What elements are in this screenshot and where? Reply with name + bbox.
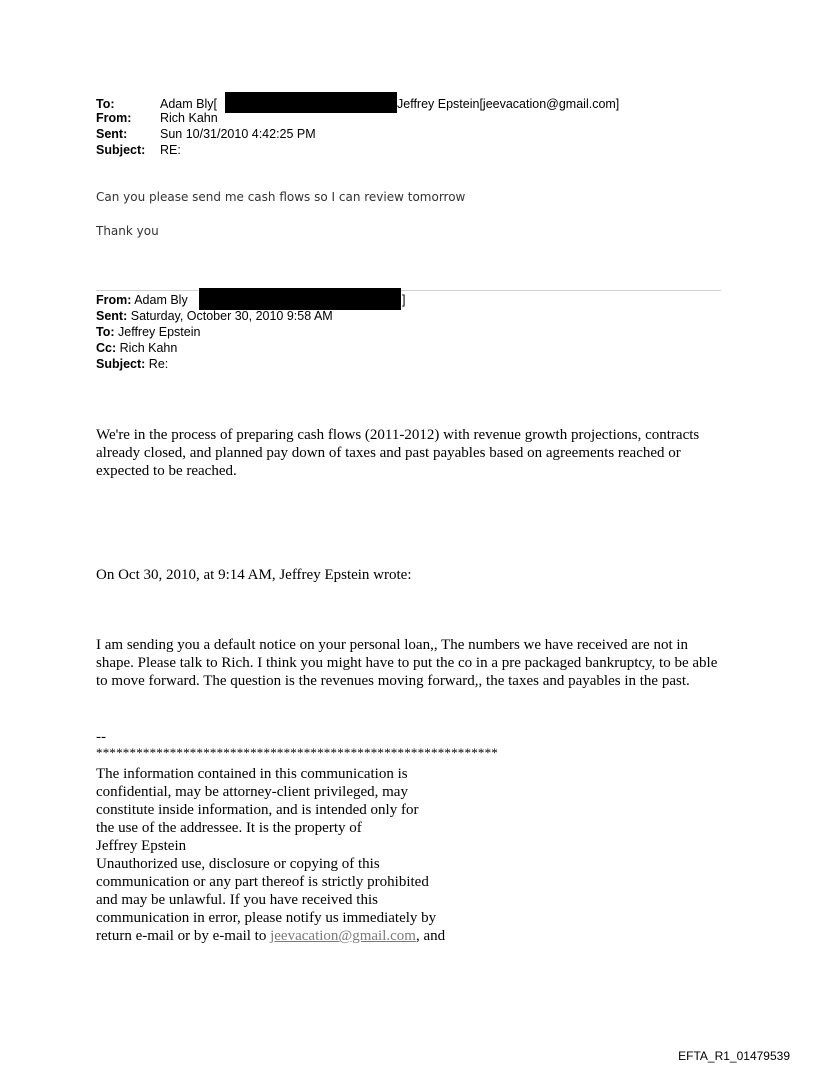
- fwd-from-close: ]: [402, 293, 406, 307]
- fwd-cc-value: Rich Kahn: [119, 341, 178, 355]
- disclaimer-line: and may be unlawful. If you have received this: [96, 892, 378, 908]
- to-label: To:: [96, 97, 115, 111]
- disclaimer-last-post: , and: [415, 928, 446, 944]
- fwd-to-label: To:: [96, 325, 115, 339]
- fwd-cc-row: [96, 340, 177, 356]
- disclaimer-last-pre: return e-mail or by e-mail to: [96, 928, 271, 944]
- message-body-1: We're in the process of preparing cash flows (2011-2012) with revenue growth projections, contracts already closed, and planned pay down of taxes and past payables based on agreements reached or expected to be reached.: [96, 427, 700, 479]
- disclaimer-line: Jeffrey Epstein: [96, 838, 187, 854]
- reply-line-2: Thank you: [96, 224, 159, 238]
- redaction-box: [225, 92, 397, 113]
- from-label: From:: [96, 111, 132, 125]
- fwd-to-value: Jeffrey Epstein: [118, 325, 201, 339]
- to-value-post: Jeffrey Epstein[jeevacation@gmail.com]: [397, 97, 620, 111]
- fwd-subject-label: Subject:: [96, 357, 146, 371]
- signature-dashes: --: [96, 729, 106, 745]
- fwd-sent-value: Saturday, October 30, 2010 9:58 AM: [130, 309, 333, 323]
- redaction-box: [199, 288, 401, 310]
- fwd-to-row: [96, 324, 200, 340]
- divider: [96, 290, 721, 291]
- fwd-cc-label: Cc:: [96, 341, 117, 355]
- disclaimer-line: The information contained in this communication is: [96, 766, 408, 782]
- email-link[interactable]: jeevacation@gmail.com: [270, 928, 416, 944]
- subject-value: RE:: [160, 143, 181, 157]
- quote-intro: On Oct 30, 2010, at 9:14 AM, Jeffrey Epstein wrote:: [96, 567, 412, 583]
- disclaimer-line: Unauthorized use, disclosure or copying of this: [96, 856, 380, 872]
- disclaimer-line: confidential, may be attorney-client privileged, may: [96, 784, 408, 800]
- fwd-from-value: Adam Bly: [134, 293, 188, 307]
- from-value: Rich Kahn: [160, 111, 218, 125]
- disclaimer-line: communication in error, please notify us immediately by: [96, 910, 437, 926]
- disclaimer-block: [96, 765, 445, 945]
- fwd-from-label: From:: [96, 293, 132, 307]
- subject-label: Subject:: [96, 143, 146, 157]
- disclaimer-last-line: [96, 927, 445, 945]
- sent-label: Sent:: [96, 127, 128, 141]
- disclaimer-line: the use of the addressee. It is the property of: [96, 820, 362, 836]
- to-value-pre: Adam Bly[: [160, 97, 217, 111]
- fwd-subject-value: Re:: [148, 357, 169, 371]
- reply-line-1: Can you please send me cash flows so I can review tomorrow: [96, 190, 466, 204]
- disclaimer-line: communication or any part thereof is strictly prohibited: [96, 874, 429, 890]
- fwd-from-row: [96, 292, 188, 308]
- message-body-2: I am sending you a default notice on your personal loan,, The numbers we have received are not in shape. Please talk to Rich. I think you might have to put the co in a pre packaged bankruptcy, to be able to move forward. The question is the revenues moving forward,, the taxes and payables in the past.: [96, 637, 718, 689]
- fwd-subject-row: [96, 356, 168, 372]
- fwd-sent-row: [96, 308, 333, 324]
- document-id: EFTA_R1_01479539: [678, 1049, 790, 1063]
- signature-stars: ************************************************************: [96, 745, 498, 760]
- fwd-sent-label: Sent:: [96, 309, 128, 323]
- sent-value: Sun 10/31/2010 4:42:25 PM: [160, 127, 316, 141]
- disclaimer-line: constitute inside information, and is intended only for: [96, 802, 419, 818]
